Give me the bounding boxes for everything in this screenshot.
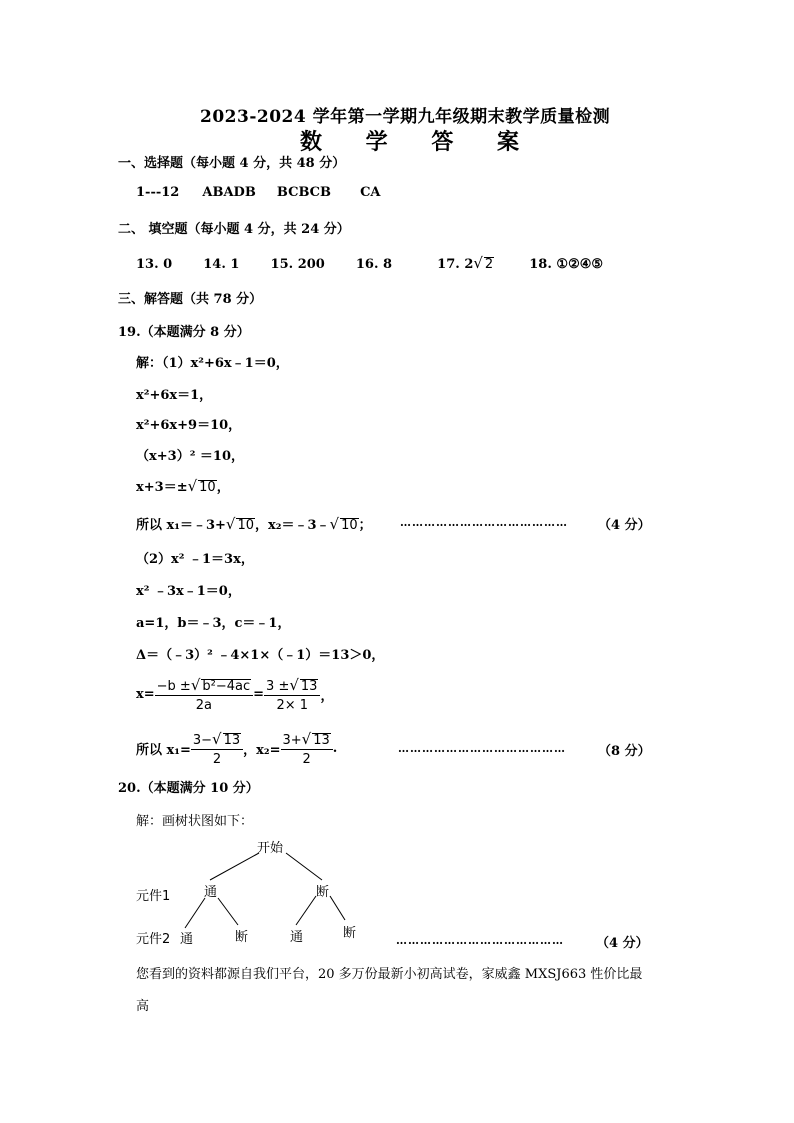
q19-line3: x²+6x+9＝10， [136,418,242,433]
sqrt-icon: √ [187,477,198,495]
sqrt-icon: √ [212,730,222,748]
answer-group: BCBCB [276,185,332,200]
equation: 所以 x₁= [136,743,191,758]
q19-heading: 19.（本题满分 8 分） [118,325,250,340]
denominator: 2 [212,752,222,767]
radicand: 13 [300,679,318,694]
punctuation: . [332,741,338,756]
q19-line9: a=1，b＝﹣3，c＝﹣1， [136,616,291,631]
section1-heading: 一、选择题（每小题 4 分，共 48 分） [118,156,346,171]
radicand: 10 [199,480,216,495]
leader-dots: …………………………………… [398,742,566,755]
numerator: 3+ [282,733,302,748]
tree-node: 断 [343,926,357,941]
answers-range: 1---12 [136,185,180,200]
sqrt-icon: √ [225,515,236,533]
tree-row1-label: 元件1 [136,889,171,904]
radicand: 13 [313,733,330,748]
answer-number: 17. [437,257,460,272]
leader-dots: …………………………………… [400,516,568,529]
step-label: 解：（1） [136,356,191,371]
tree-node: 通 [204,885,218,900]
equation: ，x₂= [243,743,281,758]
notice-line2: 高 [136,999,150,1014]
answer-value: 1 [230,257,240,272]
answer-number: 14. [203,257,226,272]
leader-dots: …………………………………… [396,934,564,947]
tree-node: 断 [316,885,330,900]
answer-number: 13. [136,257,159,272]
answer-value: 2 [464,257,474,272]
sqrt-icon: √ [289,676,299,694]
q20-intro: 解：画树状图如下： [136,814,254,829]
tree-edge [286,853,322,880]
answer-value: 200 [297,257,325,272]
answer-number: 15. [270,257,294,272]
page-subtitle: 数 学 答 案 [300,129,537,155]
score-8: （8 分） [598,744,651,759]
tree-node: 断 [235,930,249,945]
radicand: 13 [223,733,241,748]
radicand: b²−4ac [202,679,251,694]
radicand: 10 [237,518,255,533]
q19-line2: x²+6x＝1， [136,388,213,403]
tree-node: 通 [290,930,304,945]
sqrt-icon: √ [329,515,340,533]
answer-group: CA [360,185,381,200]
answer-value: 0 [163,257,173,272]
score-4b: （4 分） [596,936,649,951]
denominator: 2 [302,752,311,767]
punctuation: ， [320,689,334,704]
score-4: （4 分） [598,518,651,533]
q20-heading: 20.（本题满分 10 分） [118,781,259,796]
tree-edge [296,896,316,925]
section3-heading: 三、解答题（共 78 分） [118,292,263,307]
tree-row2-label: 元件2 [136,932,171,947]
notice-line1: 您看到的资料都源自我们平台，20 多万份最新小初高试卷，家威鑫 MXSJ663 性价比最 [136,967,643,982]
equation: ，x₂＝﹣3﹣ [255,518,330,533]
radicand: 10 [341,518,358,533]
numerator: 3 ± [266,679,290,694]
page-title: 2023-2024 学年第一学期九年级期末教学质量检测 [200,107,611,127]
answer-group: ABADB [202,185,256,200]
section2-heading: 二、 填空题（每小题 4 分，共 24 分） [118,222,350,237]
q19-line7: （2）x² ﹣1＝3x， [136,552,254,567]
denominator: 2× 1 [276,698,309,713]
tree-edge [185,898,205,928]
punctuation: ； [358,518,372,533]
q19-line10: Δ＝（﹣3）² ﹣4×1×（﹣1）＝13＞0， [136,648,385,663]
numerator: −b ± [156,679,191,694]
tree-edge [210,853,259,880]
numerator: 3− [192,733,213,748]
equation: x+3＝± [136,480,188,495]
equation: = [253,687,265,702]
radicand: 2 [484,257,494,272]
denominator: 2a [195,698,213,713]
sqrt-icon: √ [473,254,483,272]
tree-node: 通 [180,932,194,947]
answer-value: 8 [383,257,393,272]
sqrt-icon: √ [301,730,312,748]
q19-line5: x+3＝±√ 10， [136,477,230,495]
sqrt-icon: √ [190,676,201,694]
answer-number: 18. [529,257,552,272]
tree-root: 开始 [257,841,284,856]
q19-line8: x² ﹣3x﹣1＝0， [136,584,241,599]
equation: x= [136,687,155,702]
q19-line4: （x+3）² ＝10， [136,449,244,464]
equation: x²+6x﹣1＝0， [190,356,289,371]
tree-edge [218,898,238,925]
answer-number: 16. [355,257,379,272]
answer-value: ①②④⑤ [556,257,604,272]
tree-edge [330,896,345,920]
equation: 所以 x₁＝﹣3+ [136,518,226,533]
